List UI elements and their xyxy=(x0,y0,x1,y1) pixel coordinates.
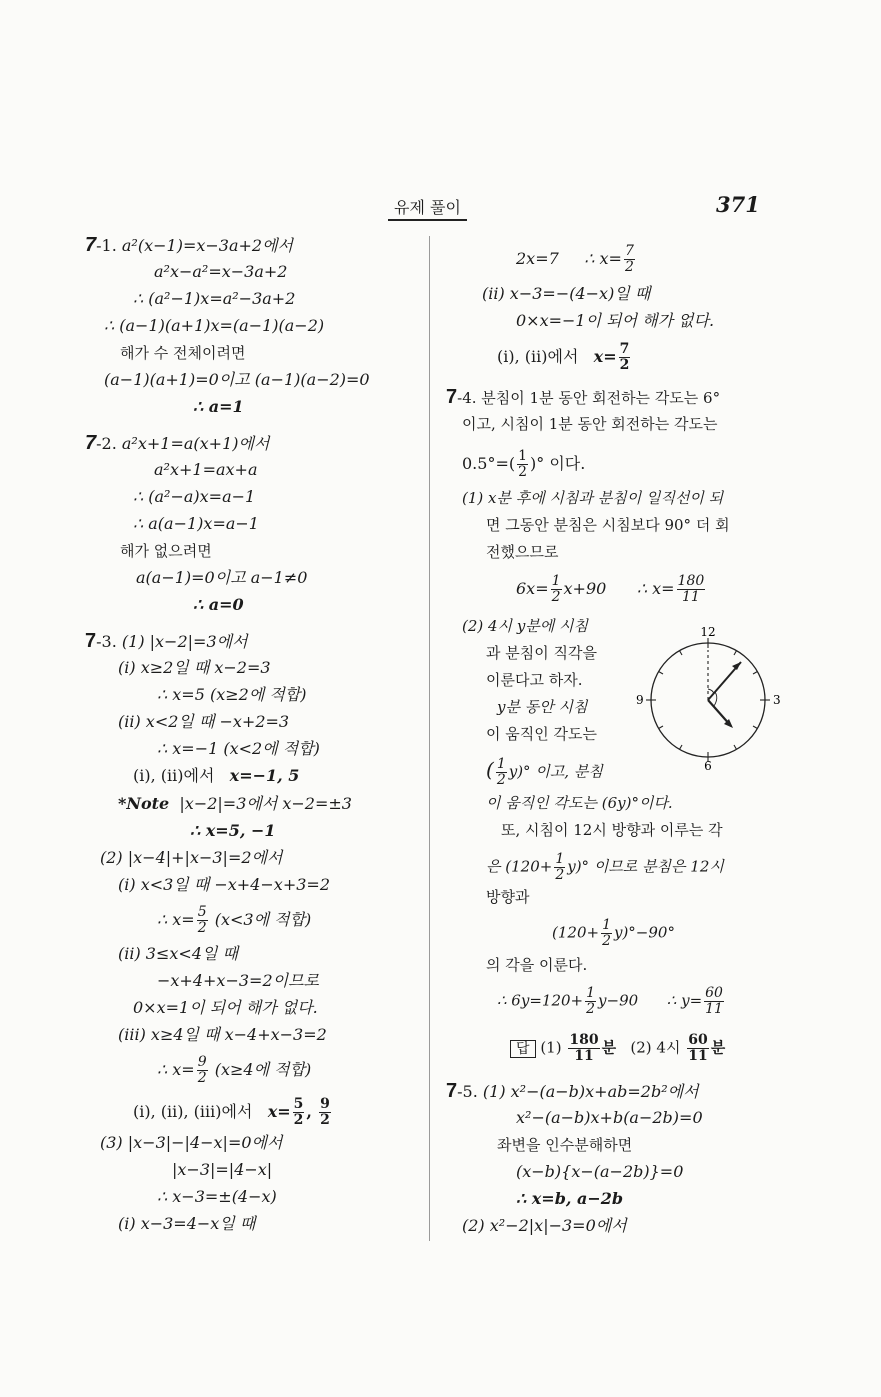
problem-7-3-case-2-result: ∴ x=−1 (x<2에 적합) xyxy=(157,739,320,758)
problem-7-3-part-3: (3) |x−3|−|4−x|=0에서 xyxy=(100,1133,283,1152)
problem-7-1-line-1: 7-1. a²(x−1)=x−3a+2에서 xyxy=(85,234,293,256)
problem-7-3-part-2-case-3-result: ∴ x= $\frac{9}{2}$ (x≥4에 적합) xyxy=(157,1054,312,1086)
problem-7-4-part-2-line-6: ( $\frac{1}{2}$ y)° 이고, 분침 xyxy=(486,756,603,788)
problem-7-4-part-2-line-9: 은 (120+ $\frac{1}{2}$ y)° 이므로 분침은 12시 xyxy=(486,851,724,883)
problem-7-2-line-6: a(a−1)=0이고 a−1≠0 xyxy=(136,568,308,587)
problem-7-4-part-1-line-3: 전했으므로 xyxy=(486,543,559,561)
problem-7-3-cont-line-1: 2x=7 ∴ x= $\frac{7}{2}$ xyxy=(516,243,634,275)
problem-7-3-case-1: (ⅰ) x≥2일 때 x−2=3 xyxy=(118,658,271,677)
problem-7-3-part-2-case-1-result: ∴ x= $\frac{5}{2}$ (x<3에 적합) xyxy=(157,904,312,936)
problem-7-1-line-6: (a−1)(a+1)=0이고 (a−1)(a−2)=0 xyxy=(104,370,370,389)
page-number: 371 xyxy=(716,192,760,217)
problem-7-3-part-3-line-3: ∴ x−3=±(4−x) xyxy=(157,1187,277,1206)
problem-7-5-answer: ∴ x=b, a−2b xyxy=(516,1189,624,1208)
problem-7-1-line-3: ∴ (a²−1)x=a²−3a+2 xyxy=(133,289,296,308)
problem-7-2-line-5: 해가 없으려면 xyxy=(120,542,212,560)
problem-7-5-line-4: (x−b){x−(a−2b)}=0 xyxy=(516,1162,684,1181)
problem-7-2-line-1: 7-2. a²x+1=a(x+1)에서 xyxy=(85,432,270,454)
problem-7-4-answer: 답 (1) $\frac{180}{11}$ 분 (2) 4시 $\frac{60}{11}$ 분 xyxy=(510,1033,725,1064)
problem-7-2-line-3: ∴ (a²−a)x=a−1 xyxy=(133,487,256,506)
clock-label-6: 6 xyxy=(704,759,712,770)
problem-7-1-line-2: a²x−a²=x−3a+2 xyxy=(154,262,288,281)
answer-badge: 답 xyxy=(510,1040,536,1058)
problem-7-4-line-3: 0.5°=( $\frac{1}{2}$ )° 이다. xyxy=(462,448,586,480)
problem-7-3-cont-case-2: (ⅱ) x−3=−(4−x)일 때 xyxy=(482,284,651,303)
problem-7-1-line-5: 해가 수 전체이려면 xyxy=(120,344,246,362)
problem-7-5-line-3: 좌변을 인수분해하면 xyxy=(497,1136,633,1154)
problem-7-4-part-2-expression: (120+ $\frac{1}{2}$ y)°−90° xyxy=(552,917,675,949)
running-header-title: 유제 풀이 xyxy=(388,195,467,221)
clock-label-3: 3 xyxy=(773,693,781,707)
clock-label-9: 9 xyxy=(636,693,644,707)
clock-diagram xyxy=(633,620,783,770)
problem-7-4-part-2-line-3: 이룬다고 하자. xyxy=(486,671,583,689)
problem-7-3-cont-answer: (ⅰ), (ⅱ)에서 x= $\frac{7}{2}$ xyxy=(497,341,630,373)
problem-7-4-part-2-line-4: y분 동안 시침 xyxy=(497,698,588,716)
problem-7-4-part-2-line-5: 이 움직인 각도는 xyxy=(486,725,597,743)
problem-7-2-answer: ∴ a=0 xyxy=(193,595,244,614)
minute-hand-arrow-icon xyxy=(732,662,741,670)
problem-7-3-part-2-case-3: (ⅲ) x≥4일 때 x−4+x−3=2 xyxy=(118,1025,327,1044)
problem-7-3-note: *Note |x−2|=3에서 x−2=±3 xyxy=(118,794,352,813)
problem-7-4-line-1: 7-4. 분침이 1분 동안 회전하는 각도는 6° xyxy=(446,386,721,408)
problem-7-2-line-2: a²x+1=ax+a xyxy=(154,460,258,479)
problem-7-4-line-2: 이고, 시침이 1분 동안 회전하는 각도는 xyxy=(462,415,718,433)
problem-7-4-part-1-line-2: 면 그동안 분침은 시침보다 90° 더 회 xyxy=(486,516,730,534)
problem-7-3-cont-case-2-result: 0×x=−1이 되어 해가 없다. xyxy=(516,311,715,330)
problem-7-5-line-2: x²−(a−b)x+b(a−2b)=0 xyxy=(516,1108,703,1127)
problem-7-3-part-3-case-1: (ⅰ) x−3=4−x일 때 xyxy=(118,1214,256,1233)
problem-7-3-part-2-answer: (ⅰ), (ⅱ), (ⅲ)에서 x= $\frac{5}{2}$ , $\frac{9}{2}$ xyxy=(133,1096,330,1128)
problem-7-3-part-2-case-1: (ⅰ) x<3일 때 −x+4−x+3=2 xyxy=(118,875,330,894)
problem-7-4-part-1-equation: 6x= $\frac{1}{2}$ x+90 ∴ x= $\frac{180}{11}$ xyxy=(516,573,705,605)
problem-7-1-answer: ∴ a=1 xyxy=(193,397,244,416)
problem-7-3-part-2-case-2-line: −x+4+x−3=2이므로 xyxy=(157,971,319,990)
problem-7-3-note-result: ∴ x=5, −1 xyxy=(190,821,276,840)
problem-7-3-line-1: 7-3. (1) |x−2|=3에서 xyxy=(85,630,248,652)
problem-7-4-part-2-line-1: (2) 4시 y분에 시침 xyxy=(462,617,589,635)
problem-7-5-part-2: (2) x²−2|x|−3=0에서 xyxy=(462,1216,627,1235)
problem-7-4-part-2-equation: ∴ 6y=120+ $\frac{1}{2}$ y−90 ∴ y= $\frac{60}{11}$ xyxy=(497,985,723,1017)
problem-7-4-part-2-line-2: 과 분침이 직각을 xyxy=(486,644,597,662)
problem-7-3-part-2-case-2: (ⅱ) 3≤x<4일 때 xyxy=(118,944,238,963)
problem-7-4-part-2-line-8: 또, 시침이 12시 방향과 이루는 각 xyxy=(501,821,723,839)
clock-label-12: 12 xyxy=(700,625,716,639)
problem-7-3-part-2-case-2-result: 0×x=1이 되어 해가 없다. xyxy=(133,998,318,1017)
problem-7-4-part-1-line-1: (1) x분 후에 시침과 분침이 일직선이 되 xyxy=(462,489,724,507)
problem-7-3-case-1-result: ∴ x=5 (x≥2에 적합) xyxy=(157,685,307,704)
problem-7-2-line-4: ∴ a(a−1)x=a−1 xyxy=(133,514,259,533)
problem-7-3-part-3-line-2: |x−3|=|4−x| xyxy=(172,1160,273,1179)
problem-7-1-line-4: ∴ (a−1)(a+1)x=(a−1)(a−2) xyxy=(104,316,325,335)
problem-7-3-part-2: (2) |x−4|+|x−3|=2에서 xyxy=(100,848,283,867)
problem-7-4-part-2-line-12: 의 각을 이룬다. xyxy=(486,956,588,974)
problem-7-5-line-1: 7-5. (1) x²−(a−b)x+ab=2b²에서 xyxy=(446,1080,699,1102)
problem-7-3-part-1-answer: (ⅰ), (ⅱ)에서 x=−1, 5 xyxy=(133,766,300,785)
problem-7-3-case-2: (ⅱ) x<2일 때 −x+2=3 xyxy=(118,712,290,731)
problem-7-4-part-2-line-7: 이 움직인 각도는 (6y)°이다. xyxy=(486,794,673,812)
column-divider xyxy=(429,236,430,1241)
problem-7-4-part-2-line-10: 방향과 xyxy=(486,888,530,906)
